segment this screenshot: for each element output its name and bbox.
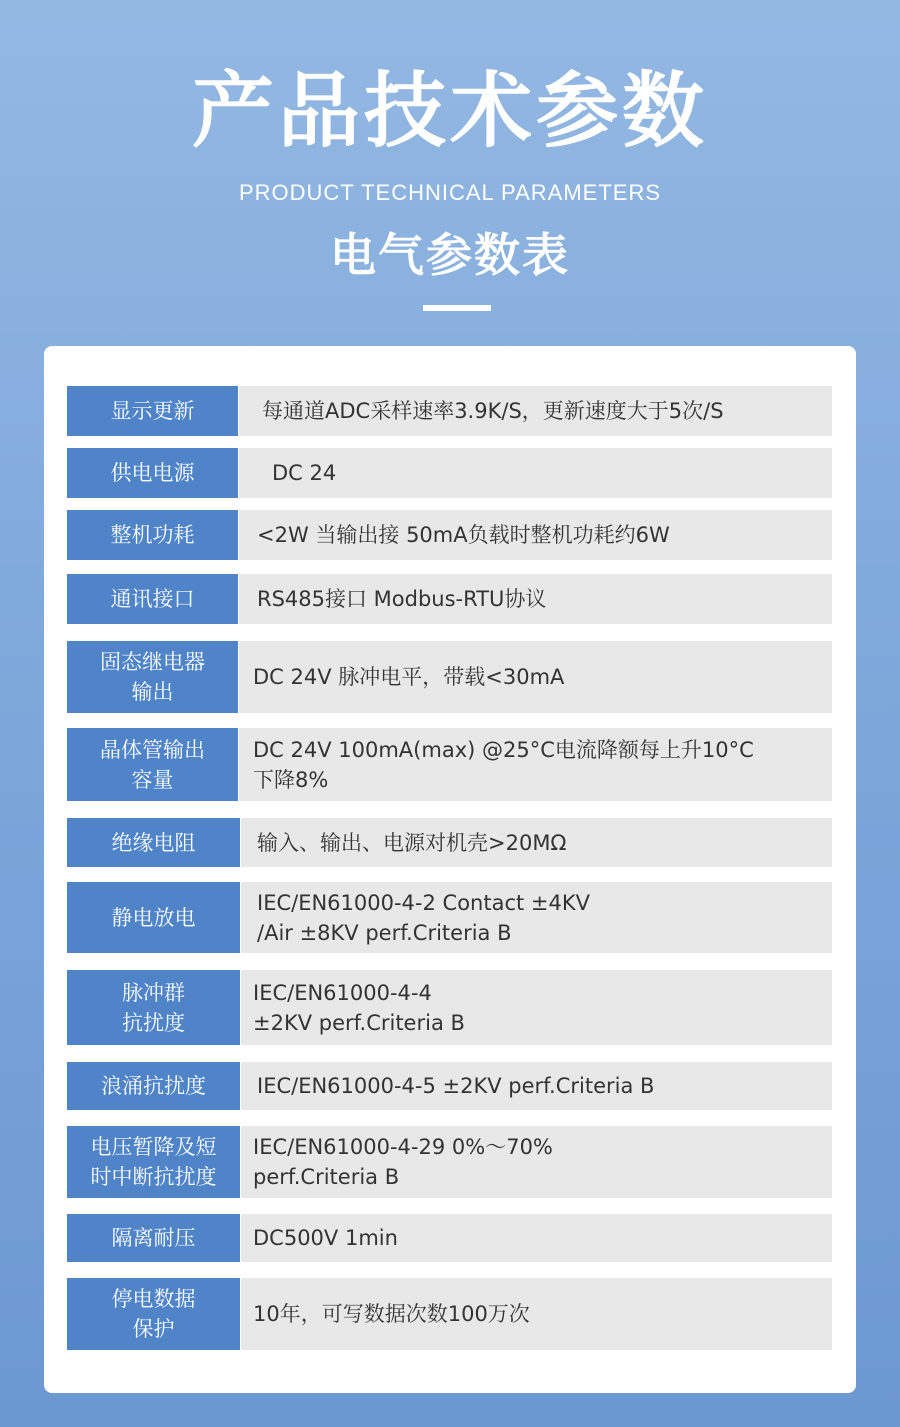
param-value: 每通道ADC采样速率3.9K/S，更新速度大于5次/S: [239, 386, 832, 436]
param-row: [67, 386, 832, 436]
param-row: [67, 1214, 832, 1262]
param-row: [67, 574, 832, 624]
param-row: [67, 818, 832, 867]
param-value: IEC/EN61000-4-5 ±2KV perf.Criteria B: [241, 1062, 832, 1110]
param-value: 10年，可写数据次数100万次: [241, 1278, 832, 1350]
param-label: 隔离耐压: [67, 1214, 240, 1262]
param-label: 显示更新: [67, 386, 238, 436]
param-value: IEC/EN61000-4-2 Contact ±4KV /Air ±8KV perf.Criteria B: [241, 882, 832, 953]
param-row: [67, 641, 832, 713]
title-underline: [423, 305, 491, 311]
param-label: 供电电源: [67, 448, 238, 498]
param-label: 浪涌抗扰度: [67, 1062, 240, 1110]
param-row: [67, 728, 832, 801]
param-label: 脉冲群 抗扰度: [67, 970, 240, 1045]
param-label: 通讯接口: [67, 574, 238, 624]
param-value: 输入、输出、电源对机壳>20MΩ: [241, 818, 832, 867]
param-row: [67, 882, 832, 953]
param-label: 停电数据 保护: [67, 1278, 240, 1350]
param-label: 静电放电: [67, 882, 240, 953]
param-label: 晶体管输出 容量: [67, 728, 238, 801]
param-value: DC 24V 100mA(max) @25°C电流降额每上升10°C 下降8%: [239, 728, 832, 801]
param-row: [67, 1278, 832, 1350]
param-value: DC 24: [239, 448, 832, 498]
param-label: 绝缘电阻: [67, 818, 240, 867]
param-value: IEC/EN61000-4-4 ±2KV perf.Criteria B: [241, 970, 832, 1045]
param-row: [67, 1062, 832, 1110]
param-value: IEC/EN61000-4-29 0%～70% perf.Criteria B: [241, 1126, 832, 1198]
param-value: <2W 当输出接 50mA负载时整机功耗约6W: [239, 510, 832, 560]
param-row: [67, 448, 832, 498]
section-title: 电气参数表: [330, 228, 570, 282]
param-value: RS485接口 Modbus-RTU协议: [239, 574, 832, 624]
page-title: 产品技术参数: [191, 64, 708, 159]
page-subtitle: PRODUCT TECHNICAL PARAMETERS: [238, 180, 662, 205]
param-label: 整机功耗: [67, 510, 238, 560]
param-value: DC500V 1min: [241, 1214, 832, 1262]
param-label: 固态继电器 输出: [67, 641, 238, 713]
param-label: 电压暂降及短 时中断抗扰度: [67, 1126, 240, 1198]
param-row: [67, 970, 832, 1045]
param-row: [67, 1126, 832, 1198]
param-value: DC 24V 脉冲电平，带载<30mA: [239, 641, 832, 713]
param-row: [67, 510, 832, 560]
